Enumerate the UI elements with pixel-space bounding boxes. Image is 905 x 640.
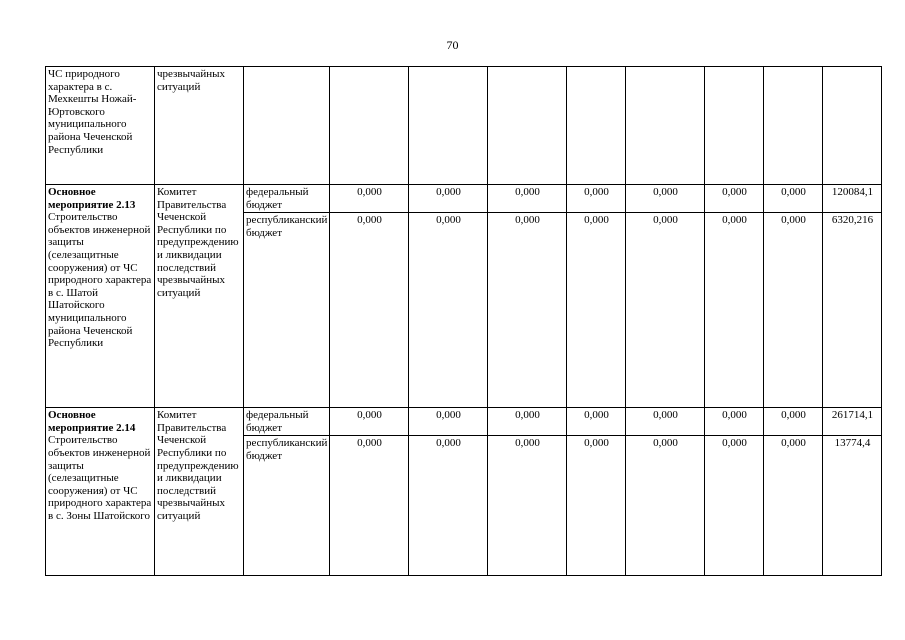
- measure-title-cell: [46, 185, 155, 408]
- value-cell: 0,000: [705, 436, 764, 576]
- value-cell: 0,000: [330, 185, 409, 213]
- total-value-cell: 6320,216: [823, 213, 882, 408]
- value-cell: 0,000: [330, 213, 409, 408]
- empty-cell: [764, 67, 823, 185]
- value-cell: 0,000: [409, 185, 488, 213]
- value-cell: 0,000: [626, 436, 705, 576]
- empty-cell: [488, 67, 567, 185]
- total-value-cell: 120084,1: [823, 185, 882, 213]
- empty-cell: [567, 67, 626, 185]
- value-cell: 0,000: [330, 436, 409, 576]
- budget-table: [45, 66, 882, 576]
- value-cell: 0,000: [626, 408, 705, 436]
- value-cell: 0,000: [488, 408, 567, 436]
- value-cell: 0,000: [488, 213, 567, 408]
- value-cell: 0,000: [626, 213, 705, 408]
- empty-cell: [705, 67, 764, 185]
- value-cell: 0,000: [488, 436, 567, 576]
- measure-title-cell: [46, 408, 155, 576]
- value-cell: 0,000: [764, 408, 823, 436]
- measure-heading: Основное мероприятие 2.14: [48, 409, 136, 434]
- empty-cell: [330, 67, 409, 185]
- empty-cell: [244, 67, 330, 185]
- table-row: [46, 185, 882, 213]
- value-cell: 0,000: [764, 436, 823, 576]
- funding-source-cell: республиканский бюджет: [244, 213, 330, 408]
- total-value-cell: 261714,1: [823, 408, 882, 436]
- funding-source-cell: республиканский бюджет: [244, 436, 330, 576]
- value-cell: 0,000: [567, 436, 626, 576]
- executor-cell: Комитет Правительства Чеченской Республики по предупреждению и ликвидации последствий чрезвычайных ситуаций: [155, 185, 244, 408]
- value-cell: 0,000: [567, 185, 626, 213]
- funding-source-cell: федеральный бюджет: [244, 185, 330, 213]
- value-cell: 0,000: [764, 213, 823, 408]
- value-cell: 0,000: [705, 213, 764, 408]
- value-cell: 0,000: [330, 408, 409, 436]
- empty-cell: [626, 67, 705, 185]
- value-cell: 0,000: [409, 408, 488, 436]
- value-cell: 0,000: [409, 436, 488, 576]
- total-value-cell: 13774,4: [823, 436, 882, 576]
- measure-title-cell: ЧС природного характера в с. Мехкешты Ножай-Юртовского муниципального района Чеченской Республики: [46, 67, 155, 185]
- value-cell: 0,000: [409, 213, 488, 408]
- executor-cell: Комитет Правительства Чеченской Республики по предупреждению и ликвидации последствий чрезвычайных ситуаций: [155, 408, 244, 576]
- value-cell: 0,000: [567, 213, 626, 408]
- empty-cell: [409, 67, 488, 185]
- value-cell: 0,000: [567, 408, 626, 436]
- funding-source-cell: федеральный бюджет: [244, 408, 330, 436]
- value-cell: 0,000: [626, 185, 705, 213]
- value-cell: 0,000: [705, 185, 764, 213]
- measure-heading: Основное мероприятие 2.13: [48, 186, 136, 211]
- table-row: [46, 67, 882, 185]
- page-number: 70: [446, 38, 459, 52]
- empty-cell: [823, 67, 882, 185]
- value-cell: 0,000: [705, 408, 764, 436]
- executor-cell: чрезвычайных ситуаций: [155, 67, 244, 185]
- value-cell: 0,000: [488, 185, 567, 213]
- measure-description: Строительство объектов инженерной защиты (селезащитные сооружения) от ЧС природного характера в с. Шатой Шатойского муниципального района Чеченской Республики: [48, 211, 152, 350]
- value-cell: 0,000: [764, 185, 823, 213]
- table-row: [46, 408, 882, 436]
- measure-description: Строительство объектов инженерной защиты (селезащитные сооружения) от ЧС природного характера в с. Зоны Шатойского: [48, 434, 152, 522]
